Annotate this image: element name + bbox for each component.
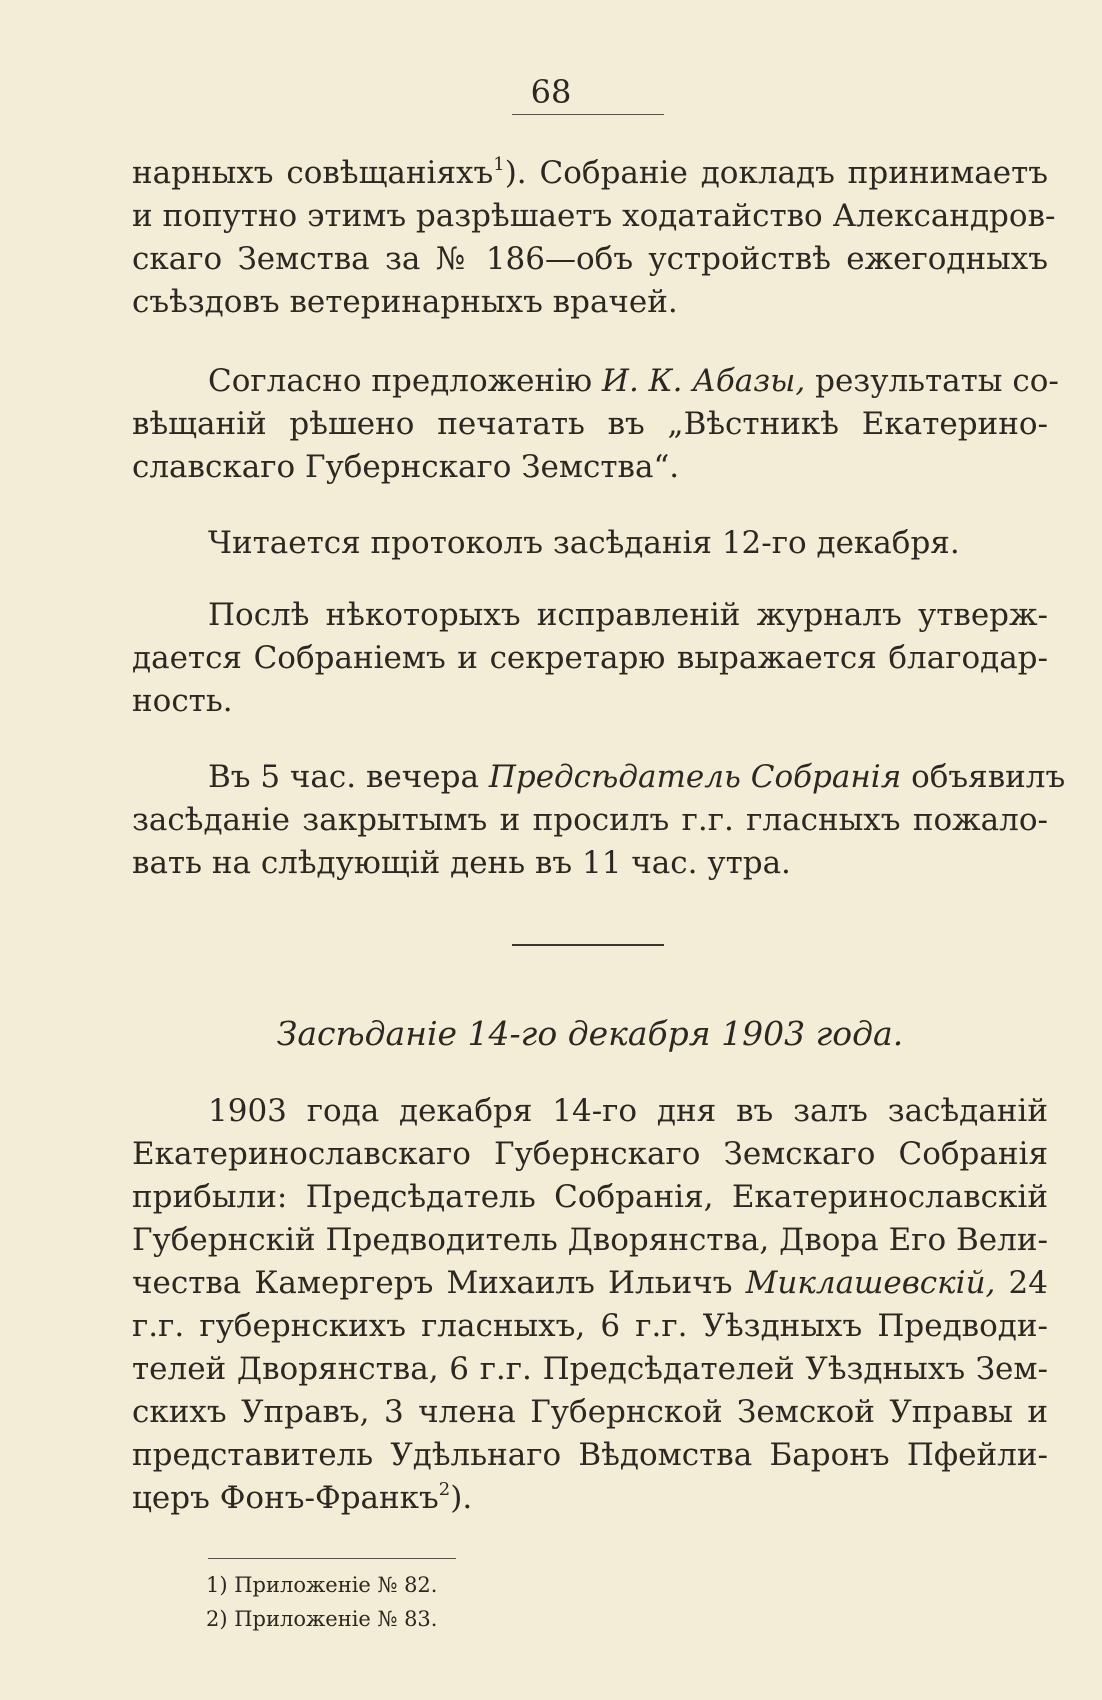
text-line: скаго Земства за № 186—объ устройствѣ ежегодныхъ — [132, 241, 1048, 277]
text-line: чества Камергеръ Михаилъ Ильичъ Миклашевскій, 24 — [132, 1265, 1048, 1301]
text-line: Губернскій Предводитель Дворянства, Двора Его Вели- — [132, 1222, 1048, 1258]
text-line: представитель Удѣльнаго Вѣдомства Баронъ Пфейли- — [132, 1437, 1048, 1473]
footnote-1: 1) Приложеніе № 82. — [206, 1573, 438, 1597]
page-number: 68 — [530, 73, 572, 111]
text-line: телей Дворянства, 6 г.г. Предсѣдателей Уѣздныхъ Зем- — [132, 1351, 1048, 1387]
text-line: Екатеринославскаго Губернскаго Земскаго Собранія — [132, 1136, 1048, 1172]
footnote-2: 2) Приложеніе № 83. — [206, 1607, 438, 1631]
text-line: Въ 5 час. вечера Предсѣдатель Собранія объявилъ — [208, 759, 1066, 795]
text-line: дается Собраніемъ и секретарю выражается благодар- — [132, 640, 1048, 676]
text-line: г.г. губернскихъ гласныхъ, 6 г.г. Уѣздныхъ Предводи- — [132, 1308, 1048, 1344]
text-line: скихъ Управъ, 3 члена Губернской Земской Управы и — [132, 1394, 1048, 1430]
text-line: и попутно этимъ разрѣшаетъ ходатайство Александров- — [132, 198, 1056, 234]
section-separator — [512, 944, 664, 946]
text-line: Согласно предложенію И. К. Абазы, результаты со- — [208, 363, 1059, 399]
section-heading: Засѣданіе 14-го декабря 1903 года. — [276, 1014, 904, 1053]
text-line: вать на слѣдующій день въ 11 час. утра. — [132, 845, 791, 881]
footnotes — [206, 1568, 906, 1636]
footnote-rule — [208, 1558, 456, 1559]
paragraph-3 — [132, 522, 1048, 565]
text-line: Послѣ нѣкоторыхъ исправленій журналъ утверж- — [208, 597, 1048, 633]
text-line: вѣщаній рѣшено печатать въ „Вѣстникѣ Екатерино- — [132, 406, 1048, 442]
paragraph-1 — [132, 152, 1056, 324]
paragraph-6 — [132, 1090, 1048, 1520]
text-line: съѣздовъ ветеринарныхъ врачей. — [132, 284, 678, 320]
text-line: церъ Фонъ-Франкъ$^2$). — [132, 1478, 473, 1516]
paragraph-4 — [132, 594, 1048, 723]
person-name: И. К. Абазы, — [601, 363, 806, 399]
paragraph-2 — [132, 360, 1059, 489]
text-line: прибыли: Предсѣдатель Собранія, Екатеринославскій — [132, 1179, 1048, 1215]
paragraph-5 — [132, 756, 1066, 885]
page-number-rule — [512, 114, 664, 115]
footnote-ref: 2 — [438, 1478, 451, 1500]
text-line: нарныхъ совѣщаніяхъ$^1$). Собраніе докладъ принимаетъ — [132, 153, 1048, 191]
chair-title: Предсѣдатель Собранія — [488, 759, 902, 795]
person-name: Миклашевскій, — [745, 1265, 996, 1301]
text-line: засѣданіе закрытымъ и просилъ г.г. гласныхъ пожало- — [132, 802, 1048, 838]
text-line: славскаго Губернскаго Земства“. — [132, 449, 680, 485]
text-line: ность. — [132, 683, 233, 719]
footnote-ref: 1 — [493, 153, 505, 175]
text-line: 1903 года декабря 14-го дня въ залъ засѣданій — [208, 1093, 1048, 1129]
text-line: Читается протоколъ засѣданія 12-го декабря. — [208, 525, 960, 561]
